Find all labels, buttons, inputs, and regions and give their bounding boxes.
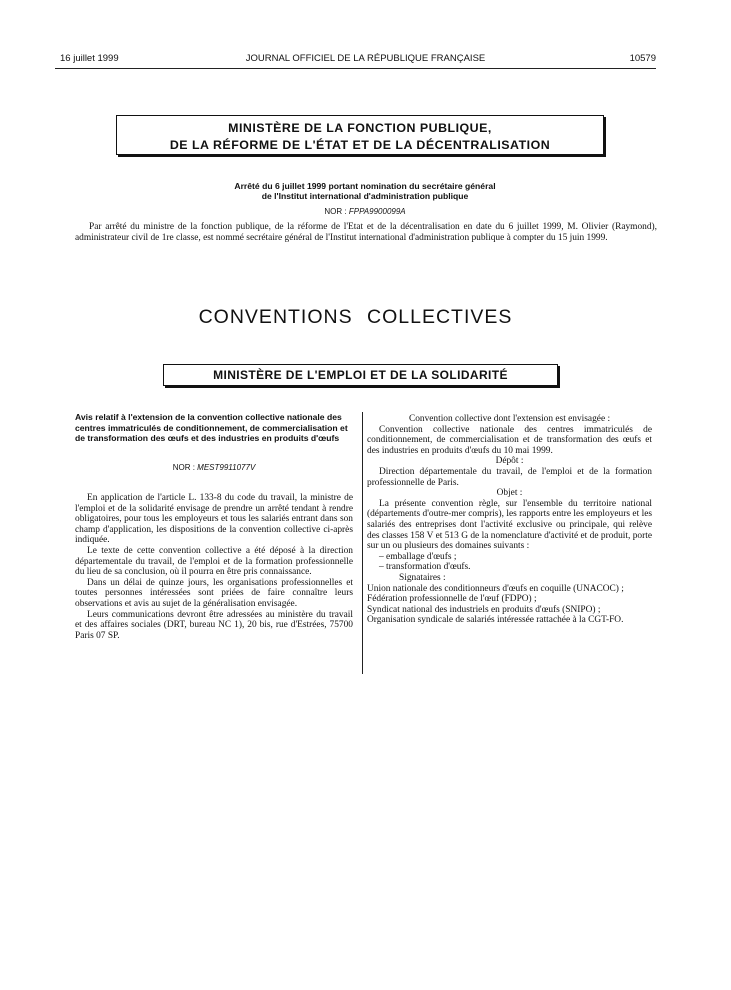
header-date: 16 juillet 1999 [60,53,119,64]
nor-label: NOR : [324,207,347,216]
ministry-title-line2: DE LA RÉFORME DE L'ÉTAT ET DE LA DÉCENTRALISATION [169,138,551,152]
column-divider [362,412,363,674]
domain-item: – transformation d'œufs. [379,562,471,573]
objet-text: La présente convention règle, sur l'ensemble du territoire national (départements d'outre-mer compris), les rapports entre les employeurs et les salariés des entreprises dont l'activité exclusive ou principale, qui relève des classes 158 V et 513 G de la nomenclature d'activité et de produit, porte sur un ou plusieurs des domaines suivants : [367,498,652,552]
arrete-title-line1: Arrêté du 6 juillet 1999 portant nomination du secrétaire général [234,181,496,191]
nor-code: MEST9911077V [197,463,256,472]
arrete-title [150,181,580,201]
objet-label: Objet : [496,488,523,499]
ministry-title: MINISTÈRE DE L'EMPLOI ET DE LA SOLIDARITÉ [213,368,508,382]
ministry-box-fonction-publique [116,115,604,155]
ministry-box-emploi [163,364,558,386]
avis-title: Avis relatif à l'extension de la convention collective nationale des centres immatriculés de conditionnement, de commercialisation et de transformation des œufs et des industries en produits d'œufs [75,412,348,443]
header-page-number: 10579 [629,53,656,64]
avis-paragraph: Leurs communications devront être adressées au ministère du travail et des affaires sociales (DRT, bureau NC 1), 20 bis, rue d'Estrées, 75700 Paris 07 SP. [75,609,353,641]
ministry-title-line1: MINISTÈRE DE LA FONCTION PUBLIQUE, [228,121,492,135]
convention-heading: Convention collective dont l'extension est envisagée : [408,414,611,424]
nor-label: NOR : [172,463,195,472]
header-journal-title: JOURNAL OFFICIEL DE LA RÉPUBLIQUE FRANÇAISE [245,53,486,64]
avis-body [75,493,353,641]
depot-label: Dépôt : [495,456,524,467]
section-title: CONVENTIONS COLLECTIVES [198,306,513,328]
avis-paragraph: Le texte de cette convention collective a été déposé à la direction départementale du travail, de l'emploi et de la formation professionnelle du lieu de sa conclusion, où il pourra en être pris connaissance. [75,545,353,578]
signataire-item: Fédération professionnelle de l'œuf (FDPO) ; [367,594,537,605]
signataire-item: Union nationale des conditionneurs d'œufs en coquille (UNACOC) ; [367,583,624,594]
avis-paragraph: Dans un délai de quinze jours, les organisations professionnelles et toutes personnes intéressées sont priées de faire connaître leurs observations et avis au sujet de la généralisation envisagée. [75,577,353,609]
signataire-item: Organisation syndicale de salariés intéressée rattachée à la CGT-FO. [367,615,624,626]
arrete-nor [150,207,580,216]
nor-code: FPPA9900099A [348,207,406,216]
arrete-body: Par arrêté du ministre de la fonction publique, de la réforme de l'Etat et de la décentralisation en date du 6 juillet 1999, M. Olivier (Raymond), administrateur civil de 1re classe, est nommé secrétaire général de l'Institut international d'administration publique à compter du 15 juin 1999. [75,222,657,243]
domain-item: – emballage d'œufs ; [379,551,457,562]
depot-text: Direction départementale du travail, de l'emploi et de la formation professionnelle de Paris. [367,466,652,488]
avis-nor [75,463,353,472]
convention-name: Convention collective nationale des centres immatriculés de conditionnement, de commercialisation et de transformation des œufs et des industries en produits d'œufs du 10 mai 1999. [367,424,652,456]
signataires-label: Signataires : [399,572,446,583]
header-rule [55,68,656,69]
arrete-title-line2: de l'Institut international d'administration publique [261,191,469,201]
signataire-item: Syndicat national des industriels en produits d'œufs (SNIPO) ; [367,604,601,615]
convention-details [367,414,652,626]
avis-paragraph: En application de l'article L. 133-8 du code du travail, la ministre de l'emploi et de la solidarité envisage de prendre un arrêté tendant à rendre obligatoires, pour tous les employeurs et tous les salariés entrant dans son champ d'application, les dispositions de la convention collective ci-après indiquée. [75,493,353,546]
